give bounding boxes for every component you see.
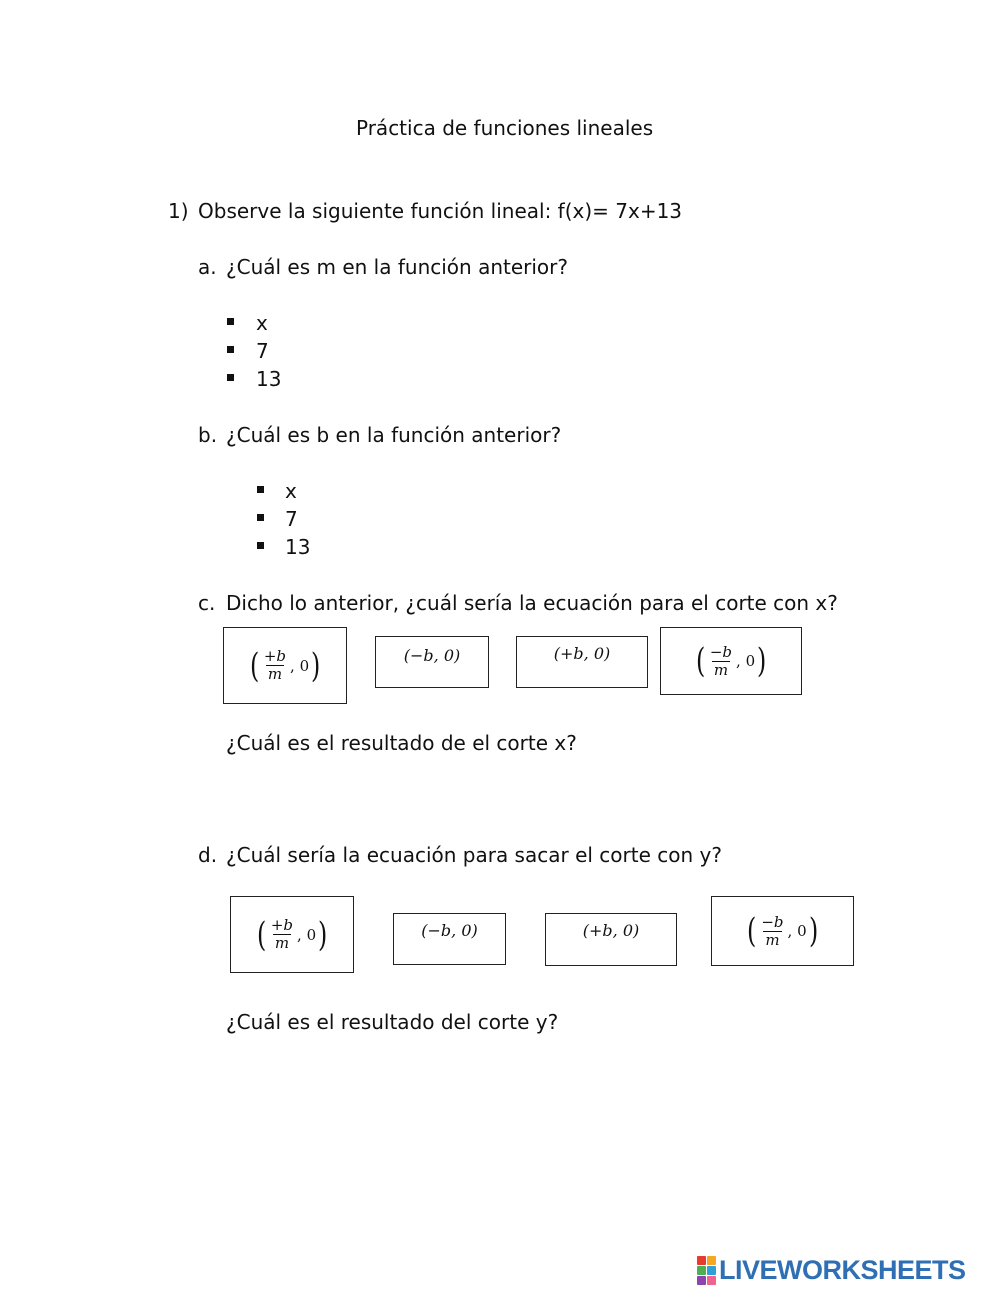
fraction-expression: ( $\frac{-b}{m}$ , 0 )	[695, 641, 767, 681]
fraction-expression: ( $\frac{-b}{m}$ , 0 )	[747, 911, 818, 951]
part-a-letter: a.	[198, 255, 217, 279]
choice-text: (−b, 0)	[403, 646, 461, 665]
answer-choice-box[interactable]	[711, 896, 854, 966]
part-a-option[interactable]: 13	[256, 367, 282, 391]
fraction-numerator: +b	[263, 647, 287, 665]
liveworksheets-logo	[697, 1255, 966, 1285]
part-b-question: ¿Cuál es b en la función anterior?	[226, 423, 562, 447]
fraction-denominator: m	[765, 930, 780, 949]
fraction-expression: ( $\frac{+b}{m}$ , 0 )	[249, 645, 321, 686]
question-number: 1)	[168, 199, 189, 223]
part-d-question: ¿Cuál sería la ecuación para sacar el corte con y?	[226, 843, 722, 867]
answer-choice-box[interactable]	[223, 627, 347, 704]
part-b-letter: b.	[198, 423, 218, 447]
fraction-numerator: −b	[761, 912, 784, 931]
fraction-denominator: m	[267, 665, 283, 683]
bullet-icon	[257, 486, 264, 493]
part-c-letter: c.	[198, 591, 216, 615]
fraction-numerator: −b	[709, 642, 733, 661]
fraction-tail: , 0	[297, 925, 317, 944]
bullet-icon	[257, 542, 264, 549]
choice-text: (+b, 0)	[582, 921, 640, 940]
part-b-option[interactable]: 7	[285, 507, 298, 531]
fraction-tail: , 0	[290, 656, 310, 675]
bullet-icon	[227, 374, 234, 381]
result-prompt-x: ¿Cuál es el resultado de el corte x?	[226, 731, 577, 755]
fraction-numerator: +b	[270, 916, 294, 934]
fraction-tail: , 0	[787, 922, 807, 940]
part-d-letter: d.	[198, 843, 218, 867]
fraction-tail: , 0	[736, 652, 756, 670]
fraction-denominator: m	[713, 660, 729, 679]
bullet-icon	[257, 514, 264, 521]
question-text: Observe la siguiente función lineal: f(x)= 7x+13	[198, 199, 683, 223]
result-prompt-y: ¿Cuál es el resultado del corte y?	[226, 1010, 559, 1034]
fraction-denominator: m	[274, 934, 290, 952]
part-c-question: Dicho lo anterior, ¿cuál sería la ecuación para el corte con x?	[226, 591, 838, 615]
part-a-question: ¿Cuál es m en la función anterior?	[226, 255, 569, 279]
page-title: Práctica de funciones lineales	[356, 116, 654, 140]
bullet-icon	[227, 318, 234, 325]
answer-choice-box[interactable]	[660, 627, 802, 695]
answer-choice-box[interactable]	[230, 896, 354, 973]
bullet-icon	[227, 346, 234, 353]
part-a-option[interactable]: x	[256, 311, 268, 335]
answer-choice-box[interactable]	[393, 913, 506, 965]
answer-choice-box[interactable]	[375, 636, 489, 688]
part-b-option[interactable]: 13	[285, 535, 311, 559]
choice-text: (−b, 0)	[421, 921, 478, 940]
part-b-option[interactable]: x	[285, 479, 297, 503]
answer-choice-box[interactable]	[516, 636, 648, 688]
fraction-expression: ( $\frac{+b}{m}$ , 0 )	[256, 914, 328, 955]
answer-choice-box[interactable]	[545, 913, 677, 966]
part-a-option[interactable]: 7	[256, 339, 269, 363]
logo-tiles-icon	[697, 1256, 716, 1285]
choice-text: (+b, 0)	[553, 644, 611, 663]
logo-text: LIVEWORKSHEETS	[719, 1254, 966, 1285]
